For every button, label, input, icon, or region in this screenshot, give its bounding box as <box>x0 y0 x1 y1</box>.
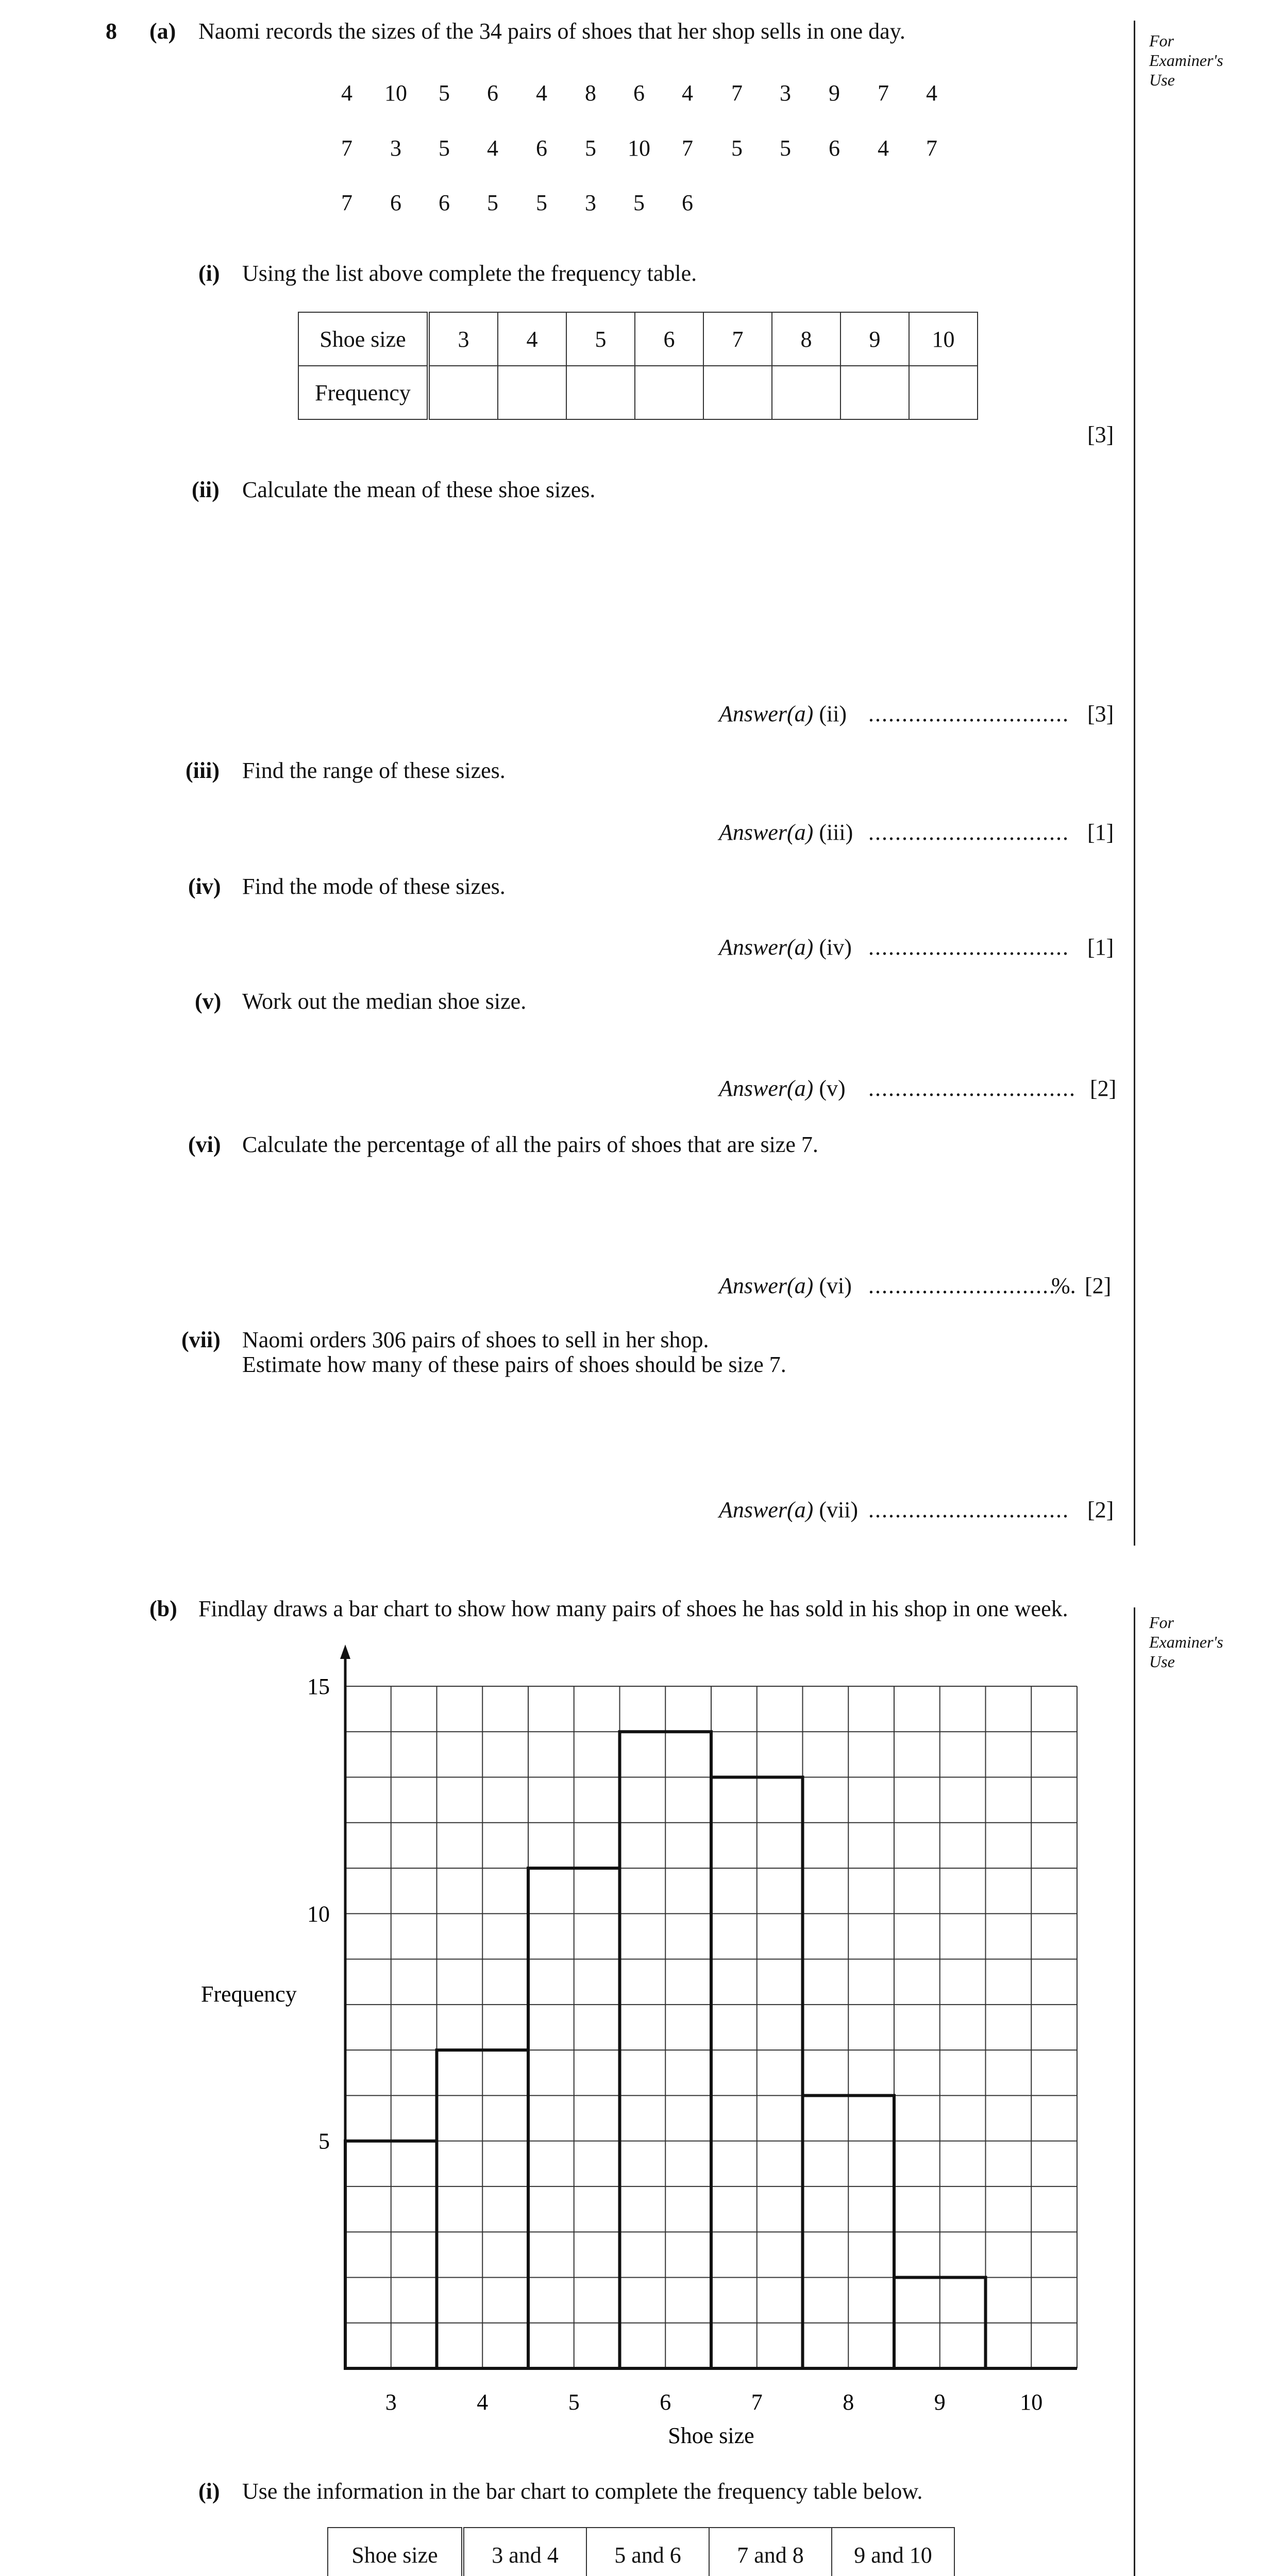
data-value: 4 <box>487 135 498 161</box>
data-value: 6 <box>829 135 840 161</box>
question-number: 8 <box>106 19 117 44</box>
data-value: 5 <box>731 135 743 161</box>
x-tick-label: 3 <box>385 2389 397 2415</box>
examiner-margin-line-b <box>1134 1607 1135 2576</box>
a-v-answer-field[interactable]: ............................... <box>868 1076 1076 1101</box>
a-vi-answer-line <box>719 1273 852 1299</box>
data-value: 4 <box>682 80 693 106</box>
a-ii-marks: [3] <box>1087 701 1114 726</box>
a-iv-answer-line <box>719 934 852 960</box>
a-iv-label: (iv) <box>188 874 221 899</box>
answer-ref: (v) <box>819 1076 846 1101</box>
part-a-intro: Naomi records the sizes of the 34 pairs of shoes that her shop sells in one day. <box>198 19 905 44</box>
answer-ref: (vii) <box>819 1497 859 1522</box>
data-value: 3 <box>780 80 791 106</box>
a-iii-answer-field[interactable]: .............................. <box>868 820 1069 845</box>
frequency-table-a <box>298 312 978 420</box>
answer-label: Answer(a) <box>719 1076 814 1101</box>
a-iii-marks: [1] <box>1087 820 1114 845</box>
part-b-intro: Findlay draws a bar chart to show how many pairs of shoes he has sold in his shop in one week. <box>198 1596 1068 1621</box>
data-value: 4 <box>341 80 352 106</box>
data-value: 6 <box>682 190 693 215</box>
table-a-answer-cell[interactable] <box>635 366 703 419</box>
data-value: 3 <box>585 190 596 215</box>
table-a-answer-cell[interactable] <box>428 366 498 419</box>
a-vi-suffix: %. <box>1051 1273 1076 1298</box>
frequency-table-b <box>327 2527 955 2576</box>
table-b-header: Shoe size <box>328 2528 463 2576</box>
table-a-size: 7 <box>703 312 772 366</box>
table-a-size: 9 <box>840 312 909 366</box>
table-b-class: 5 and 6 <box>586 2528 709 2576</box>
data-value: 4 <box>878 135 889 161</box>
examiner-margin-line-a <box>1134 21 1135 1546</box>
a-v-answer-line <box>719 1075 846 1101</box>
table-a-size: 8 <box>772 312 840 366</box>
a-vi-marks: [2] <box>1085 1273 1112 1298</box>
x-tick-label: 8 <box>843 2389 854 2415</box>
a-ii-answer-line <box>719 701 847 727</box>
a-vii-answer-field[interactable]: .............................. <box>868 1497 1069 1522</box>
a-iii-answer-line <box>719 819 853 845</box>
data-value: 7 <box>341 190 352 215</box>
data-value: 3 <box>390 135 401 161</box>
a-ii-label: (ii) <box>192 477 220 502</box>
answer-ref: (iv) <box>819 935 852 960</box>
data-value: 5 <box>439 80 450 106</box>
data-value: 8 <box>585 80 596 106</box>
table-a-header: Shoe size <box>298 312 428 366</box>
data-value: 6 <box>390 190 401 215</box>
data-value: 7 <box>682 135 693 161</box>
a-v-marks: [2] <box>1090 1076 1117 1101</box>
shoe-size-bar-chart <box>186 1638 1113 2463</box>
data-value: 7 <box>926 135 937 161</box>
data-value: 5 <box>780 135 791 161</box>
data-value: 5 <box>487 190 498 215</box>
a-iv-marks: [1] <box>1087 935 1114 960</box>
a-iv-text: Find the mode of these sizes. <box>242 874 506 899</box>
b-i-text: Use the information in the bar chart to complete the frequency table below. <box>242 2479 923 2504</box>
data-value: 9 <box>829 80 840 106</box>
data-value: 6 <box>536 135 547 161</box>
table-b-class: 9 and 10 <box>832 2528 954 2576</box>
a-vi-text: Calculate the percentage of all the pairs of shoes that are size 7. <box>242 1132 818 1157</box>
a-iii-label: (iii) <box>186 758 220 783</box>
answer-label: Answer(a) <box>719 1497 814 1522</box>
answer-ref: (vi) <box>819 1273 852 1298</box>
a-i-label: (i) <box>198 261 220 286</box>
y-tick-label: 10 <box>307 1901 330 1927</box>
x-tick-label: 10 <box>1020 2389 1043 2415</box>
data-value: 7 <box>341 135 352 161</box>
table-a-answer-cell[interactable] <box>566 366 635 419</box>
data-value: 5 <box>633 190 645 215</box>
x-tick-label: 7 <box>751 2389 763 2415</box>
data-value: 10 <box>628 135 650 161</box>
b-i-label: (i) <box>198 2479 220 2504</box>
data-value: 6 <box>487 80 498 106</box>
answer-label: Answer(a) <box>719 820 814 845</box>
data-value: 4 <box>536 80 547 106</box>
a-iii-text: Find the range of these sizes. <box>242 758 506 783</box>
x-tick-label: 4 <box>477 2389 489 2415</box>
answer-label: Answer(a) <box>719 1273 814 1298</box>
a-vii-label: (vii) <box>181 1327 221 1352</box>
answer-label: Answer(a) <box>719 701 814 726</box>
table-a-size: 3 <box>428 312 498 366</box>
y-axis-label: Frequency <box>201 1981 297 2007</box>
a-i-text: Using the list above complete the frequency table. <box>242 261 697 286</box>
a-vii-marks: [2] <box>1087 1497 1114 1522</box>
x-axis-label: Shoe size <box>668 2423 754 2448</box>
a-v-label: (v) <box>195 989 222 1014</box>
a-ii-text: Calculate the mean of these shoe sizes. <box>242 477 596 502</box>
data-value: 6 <box>439 190 450 215</box>
table-a-size: 6 <box>635 312 703 366</box>
a-vii-line2: Estimate how many of these pairs of shoes should be size 7. <box>242 1352 786 1377</box>
data-value: 5 <box>439 135 450 161</box>
data-value: 10 <box>384 80 407 106</box>
y-tick-label: 5 <box>318 2128 330 2154</box>
data-value: 5 <box>585 135 596 161</box>
a-vii-line1: Naomi orders 306 pairs of shoes to sell in her shop. <box>242 1327 709 1352</box>
examiner-use-label-a: For Examiner's Use <box>1149 31 1223 89</box>
a-vii-answer-line <box>719 1497 858 1523</box>
answer-ref: (ii) <box>819 701 847 726</box>
data-value: 7 <box>731 80 743 106</box>
table-a-rowlabel: Frequency <box>298 366 428 419</box>
y-axis-arrow-icon <box>340 1645 350 1659</box>
part-a-label: (a) <box>149 19 176 44</box>
data-value: 5 <box>536 190 547 215</box>
answer-ref: (iii) <box>819 820 853 845</box>
a-i-marks: [3] <box>1087 422 1114 447</box>
table-a-answer-cell[interactable] <box>909 366 978 419</box>
x-tick-label: 9 <box>934 2389 946 2415</box>
table-a-size: 10 <box>909 312 978 366</box>
data-value: 6 <box>633 80 645 106</box>
a-vi-label: (vi) <box>188 1132 221 1157</box>
a-vi-answer-field[interactable]: ............................ <box>868 1273 1056 1298</box>
table-b-class: 3 and 4 <box>463 2528 586 2576</box>
table-b-class: 7 and 8 <box>709 2528 832 2576</box>
table-a-answer-cell[interactable] <box>498 366 566 419</box>
x-tick-label: 6 <box>660 2389 671 2415</box>
a-v-text: Work out the median shoe size. <box>242 989 527 1014</box>
table-a-answer-cell[interactable] <box>840 366 909 419</box>
data-value: 7 <box>878 80 889 106</box>
table-a-size: 5 <box>566 312 635 366</box>
examiner-use-label-b: For Examiner's Use <box>1149 1613 1223 1671</box>
data-value: 4 <box>926 80 937 106</box>
table-a-answer-cell[interactable] <box>703 366 772 419</box>
x-tick-label: 5 <box>568 2389 580 2415</box>
table-a-answer-cell[interactable] <box>772 366 840 419</box>
table-a-size: 4 <box>498 312 566 366</box>
part-b-label: (b) <box>149 1596 177 1621</box>
answer-label: Answer(a) <box>719 935 814 960</box>
a-ii-answer-field[interactable]: .............................. <box>868 701 1069 726</box>
a-iv-answer-field[interactable]: .............................. <box>868 935 1069 960</box>
y-tick-label: 15 <box>307 1674 330 1699</box>
